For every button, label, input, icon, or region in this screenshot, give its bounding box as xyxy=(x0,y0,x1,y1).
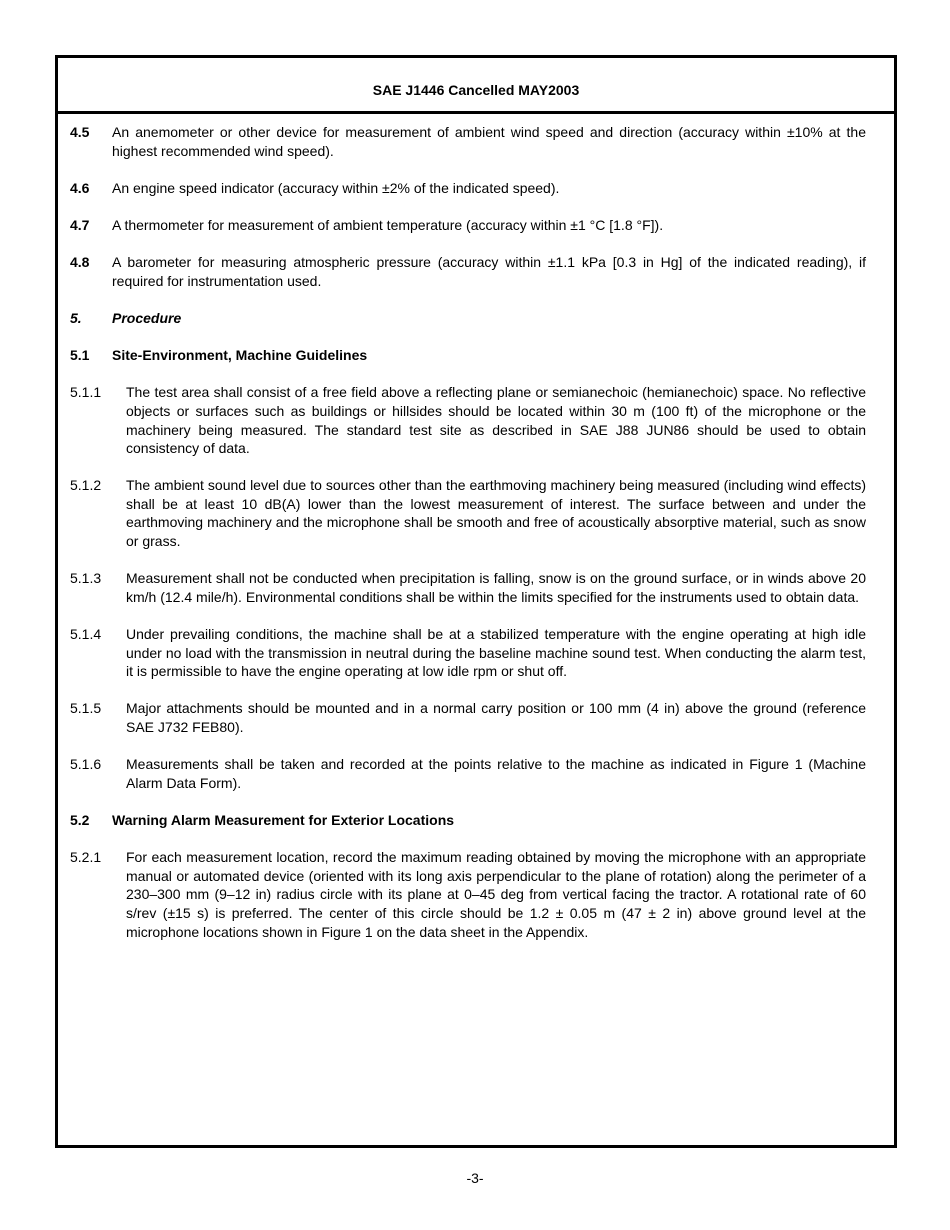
item-text: For each measurement location, record the maximum reading obtained by moving the microphone with an appropriate manual or automated device (oriented with its long axis perpendicular to the plane of rotation) along the perimeter of a 230–300 mm (9–12 in) radius circle with its plane at 0–45 deg from vertical facing the tractor. A rotational rate of 60 s/rev (±15 s) is preferred. The center of this circle should be 1.2 ± 0.05 m (47 ± 2 in) above ground level at the microphone locations shown in Figure 1 on the data sheet in the Appendix. xyxy=(126,849,866,940)
list-item-4-8 xyxy=(70,253,866,290)
item-number: 5.1.2 xyxy=(70,477,102,494)
section-title: Warning Alarm Measurement for Exterior Locations xyxy=(112,811,455,828)
section-heading-5 xyxy=(70,309,866,328)
item-number: 5.1.4 xyxy=(70,626,102,643)
item-number: 5.1.1 xyxy=(70,384,102,401)
item-text: An engine speed indicator (accuracy within ±2% of the indicated speed). xyxy=(112,179,560,196)
item-number: 4.8 xyxy=(70,254,90,271)
list-item-5-2-1 xyxy=(70,848,866,941)
item-text: Measurements shall be taken and recorded at the points relative to the machine as indicated in Figure 1 (Machine Alarm Data Form). xyxy=(126,756,866,791)
list-item-5-1-2 xyxy=(70,476,866,550)
item-number: 5.1.3 xyxy=(70,570,102,587)
item-text: The test area shall consist of a free field above a reflecting plane or semianechoic (hemianechoic) space. No reflective objects or surfaces such as buildings or hillsides should be located within 30 m (100 ft) of the microphone or the machinery being measured. The standard test site as described in SAE J88 JUN86 should be used to obtain consistency of data. xyxy=(126,384,866,457)
document-title: SAE J1446 Cancelled MAY2003 xyxy=(372,82,580,98)
item-text: Measurement shall not be conducted when precipitation is falling, snow is on the ground surface, or in winds above 20 km/h (12.4 mile/h). Environmental conditions shall be within the limits specified for the instruments used to obtain data. xyxy=(126,570,866,605)
list-item-5-1-4 xyxy=(70,625,866,681)
item-number: 5.1.5 xyxy=(70,700,102,717)
list-item-4-7 xyxy=(70,216,866,235)
section-number: 5.1 xyxy=(70,347,90,364)
section-heading-5-2 xyxy=(70,811,866,830)
item-text: Under prevailing conditions, the machine shall be at a stabilized temperature with the engine operating at high idle under no load with the transmission in neutral during the baseline machine sound test. When conducting the alarm test, it is permissible to have the engine operating at low idle rpm or shut off. xyxy=(126,626,866,680)
item-number: 5.1.6 xyxy=(70,756,102,773)
list-item-5-1-6 xyxy=(70,755,866,792)
section-title: Site-Environment, Machine Guidelines xyxy=(112,347,368,364)
section-title: Procedure xyxy=(112,309,182,326)
item-number: 4.7 xyxy=(70,216,90,233)
item-number: 5.2.1 xyxy=(70,849,102,866)
list-item-5-1-1 xyxy=(70,383,866,457)
list-item-4-5 xyxy=(70,123,866,160)
item-text: A thermometer for measurement of ambient temperature (accuracy within ±1 °C [1.8 °F]). xyxy=(112,216,664,233)
list-item-4-6 xyxy=(70,179,866,198)
item-number: 4.6 xyxy=(70,179,90,196)
page-number: -3- xyxy=(466,1170,484,1186)
header-box xyxy=(58,58,894,114)
section-number: 5. xyxy=(70,309,82,326)
list-item-5-1-3 xyxy=(70,569,866,606)
item-number: 4.5 xyxy=(70,124,90,140)
list-item-5-1-5 xyxy=(70,699,866,736)
section-number: 5.2 xyxy=(70,811,90,828)
section-heading-5-1 xyxy=(70,346,866,365)
item-text: A barometer for measuring atmospheric pressure (accuracy within ±1.1 kPa [0.3 in Hg] of the indicated reading), if required for instrumentation used. xyxy=(112,254,866,289)
item-text: Major attachments should be mounted and in a normal carry position or 100 mm (4 in) above the ground (reference SAE J732 FEB80). xyxy=(126,700,866,735)
item-text: An anemometer or other device for measurement of ambient wind speed and direction (accuracy within ±10% at the highest recommended wind speed). xyxy=(112,124,866,159)
item-text: The ambient sound level due to sources other than the earthmoving machinery being measured (including wind effects) shall be at least 10 dB(A) lower than the lowest measurement of interest. The surface between and under the earthmoving machinery and the microphone shall be smooth and free of acoustically absorptive material, such as snow or grass. xyxy=(126,477,866,550)
page-content xyxy=(70,123,866,960)
